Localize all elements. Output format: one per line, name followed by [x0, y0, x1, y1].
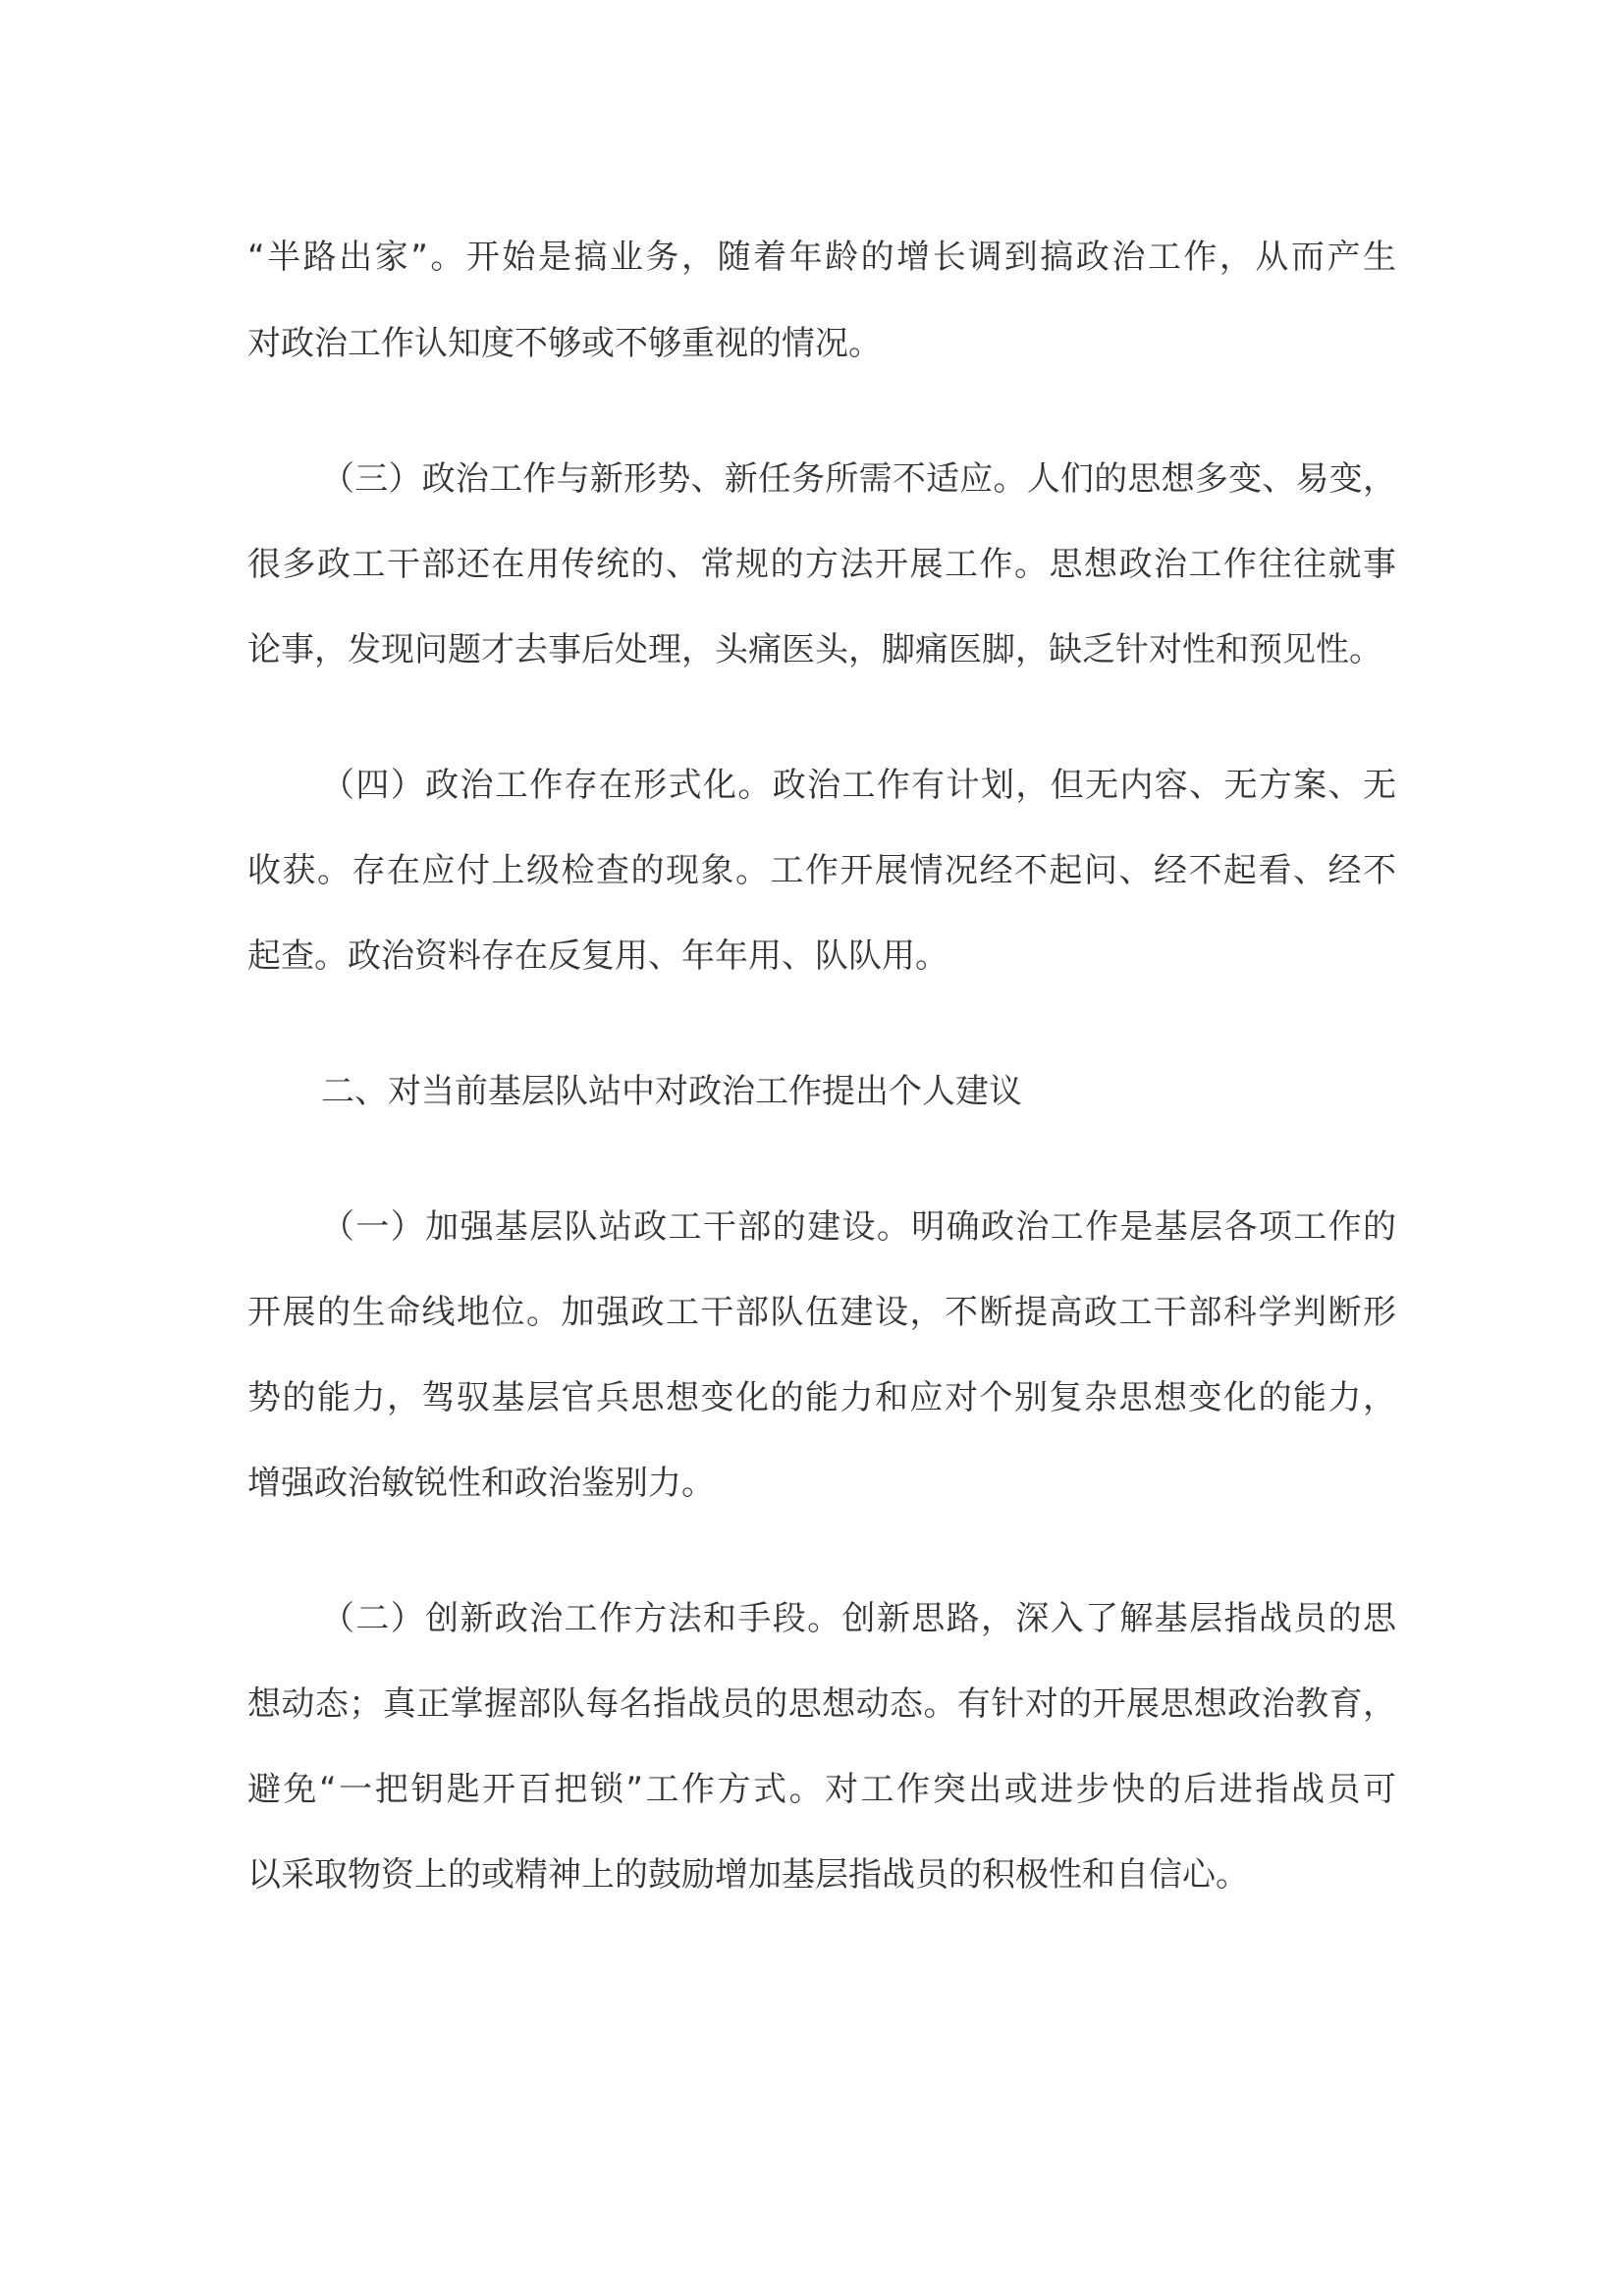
paragraph-line: 论事，发现问题才去事后处理，头痛医头，脚痛医脚，缺乏针对性和预见性。 [247, 630, 1382, 669]
paragraph-line: （二）创新政治工作方法和手段。创新思路，深入了解基层指战员的思 [321, 1599, 1396, 1638]
paragraph-line: 很多政工干部还在用传统的、常规的方法开展工作。思想政治工作往往就事 [247, 545, 1396, 584]
paragraph-line: 对政治工作认知度不够或不够重视的情况。 [247, 324, 882, 363]
paragraph-line: 想动态；真正掌握部队每名指战员的思想动态。有针对的开展思想政治教育， [247, 1684, 1396, 1724]
section-heading: 二、对当前基层队站中对政治工作提出个人建议 [321, 1072, 1022, 1111]
paragraph-line: （一）加强基层队站政工干部的建设。明确政治工作是基层各项工作的 [321, 1207, 1396, 1247]
paragraph-line: 开展的生命线地位。加强政工干部队伍建设，不断提高政工干部科学判断形 [247, 1293, 1396, 1332]
paragraph-line: 势的能力，驾驭基层官兵思想变化的能力和应对个别复杂思想变化的能力， [247, 1378, 1396, 1417]
paragraph-line: 起查。政治资料存在反复用、年年用、队队用。 [247, 936, 948, 976]
paragraph-line: （三）政治工作与新形势、新任务所需不适应。人们的思想多变、易变， [321, 459, 1396, 499]
paragraph-line: 避免“一把钥匙开百把锁”工作方式。对工作突出或进步快的后进指战员可 [247, 1770, 1396, 1809]
paragraph-line: 增强政治敏锐性和政治鉴别力。 [247, 1464, 715, 1503]
paragraph-line: （四）政治工作存在形式化。政治工作有计划，但无内容、无方案、无 [321, 766, 1396, 805]
paragraph-line: 收获。存在应付上级检查的现象。工作开展情况经不起问、经不起看、经不 [247, 851, 1396, 890]
paragraph-line: “半路出家”。开始是搞业务，随着年龄的增长调到搞政治工作，从而产生 [247, 238, 1396, 277]
paragraph-line: 以采取物资上的或精神上的鼓励增加基层指战员的积极性和自信心。 [247, 1855, 1249, 1895]
